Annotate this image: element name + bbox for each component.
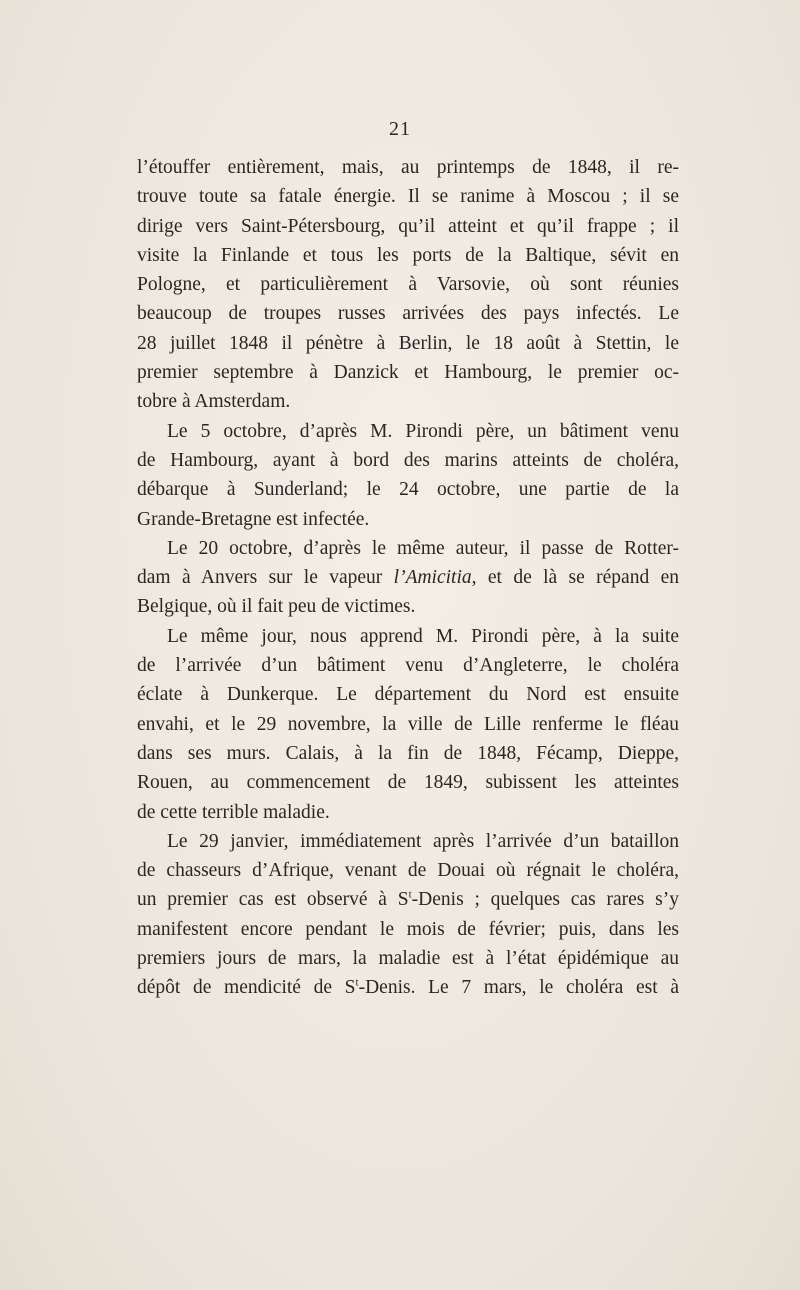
paragraph-5 xyxy=(137,827,679,1003)
text-line: visite la Finlande et tous les ports de la Baltique, sévit en xyxy=(137,244,679,266)
text-fragment: -Denis ; quelques cas rares s’y xyxy=(411,889,679,911)
text-line: Rouen, au commencement de 1849, subissent les atteintes xyxy=(137,772,679,794)
text-line: 28 juillet 1848 il pénètre à Berlin, le 18 août à Stettin, le xyxy=(137,332,679,354)
text-line: manifestent encore pendant le mois de février; puis, dans les xyxy=(137,918,679,940)
text-fragment: dépôt de mendicité de S xyxy=(137,977,356,999)
paragraph-3 xyxy=(137,534,679,622)
text-line xyxy=(137,885,679,914)
text-line: Le 5 octobre, d’après M. Pirondi père, un bâtiment venu xyxy=(167,420,679,442)
ship-name: l’Amicitia xyxy=(393,567,472,589)
text-line xyxy=(137,563,679,592)
body-text xyxy=(137,153,679,1003)
text-line: Le 29 janvier, immédiatement après l’arrivée d’un bataillon xyxy=(167,830,679,852)
text-line: Le même jour, nous apprend M. Pirondi père, à la suite xyxy=(167,625,679,647)
text-line: Le 20 octobre, d’après le même auteur, il passe de Rotter- xyxy=(167,537,679,559)
text-line: de Hambourg, ayant à bord des marins atteints de choléra, xyxy=(137,449,679,471)
paragraph-1 xyxy=(137,153,679,417)
text-line: de l’arrivée d’un bâtiment venu d’Angleterre, le choléra xyxy=(137,655,679,677)
superscript: t xyxy=(408,888,412,901)
text-line: dirige vers Saint-Pétersbourg, qu’il atteint et qu’il frappe ; il xyxy=(137,215,679,237)
text-line: de cette terrible maladie. xyxy=(137,801,330,823)
paragraph-2 xyxy=(137,417,679,534)
text-fragment: -Denis. Le 7 mars, le choléra est à xyxy=(358,977,679,999)
text-line: trouve toute sa fatale énergie. Il se ranime à Moscou ; il se xyxy=(137,186,679,208)
text-line: de chasseurs d’Afrique, venant de Douai où régnait le choléra, xyxy=(137,860,679,882)
text-line: Pologne, et particulièrement à Varsovie, où sont réunies xyxy=(137,274,679,296)
text-line: dans ses murs. Calais, à la fin de 1848, Fécamp, Dieppe, xyxy=(137,742,679,764)
text-line: envahi, et le 29 novembre, la ville de Lille renferme le fléau xyxy=(137,713,679,735)
paragraph-4 xyxy=(137,622,679,827)
text-line: débarque à Sunderland; le 24 octobre, une partie de la xyxy=(137,479,679,501)
text-fragment: dam à Anvers sur le vapeur xyxy=(137,567,394,589)
text-line: premier septembre à Danzick et Hambourg, le premier oc- xyxy=(137,362,679,384)
superscript: t xyxy=(355,976,359,989)
page-number: 21 xyxy=(389,118,411,140)
text-line: premiers jours de mars, la maladie est à l’état épidémique au xyxy=(137,948,679,970)
text-line: Belgique, où il fait peu de victimes. xyxy=(137,596,416,618)
text-line: tobre à Amsterdam. xyxy=(137,391,291,413)
text-line: beaucoup de troupes russes arrivées des pays infectés. Le xyxy=(137,303,679,325)
text-fragment: , et de là se répand en xyxy=(471,567,679,589)
text-line xyxy=(137,973,679,1002)
text-line: éclate à Dunkerque. Le département du Nord est ensuite xyxy=(137,684,679,706)
text-line: l’étouffer entièrement, mais, au printemps de 1848, il re- xyxy=(137,157,679,178)
text-fragment: un premier cas est observé à S xyxy=(137,889,409,911)
text-line: Grande-Bretagne est infectée. xyxy=(137,508,370,530)
